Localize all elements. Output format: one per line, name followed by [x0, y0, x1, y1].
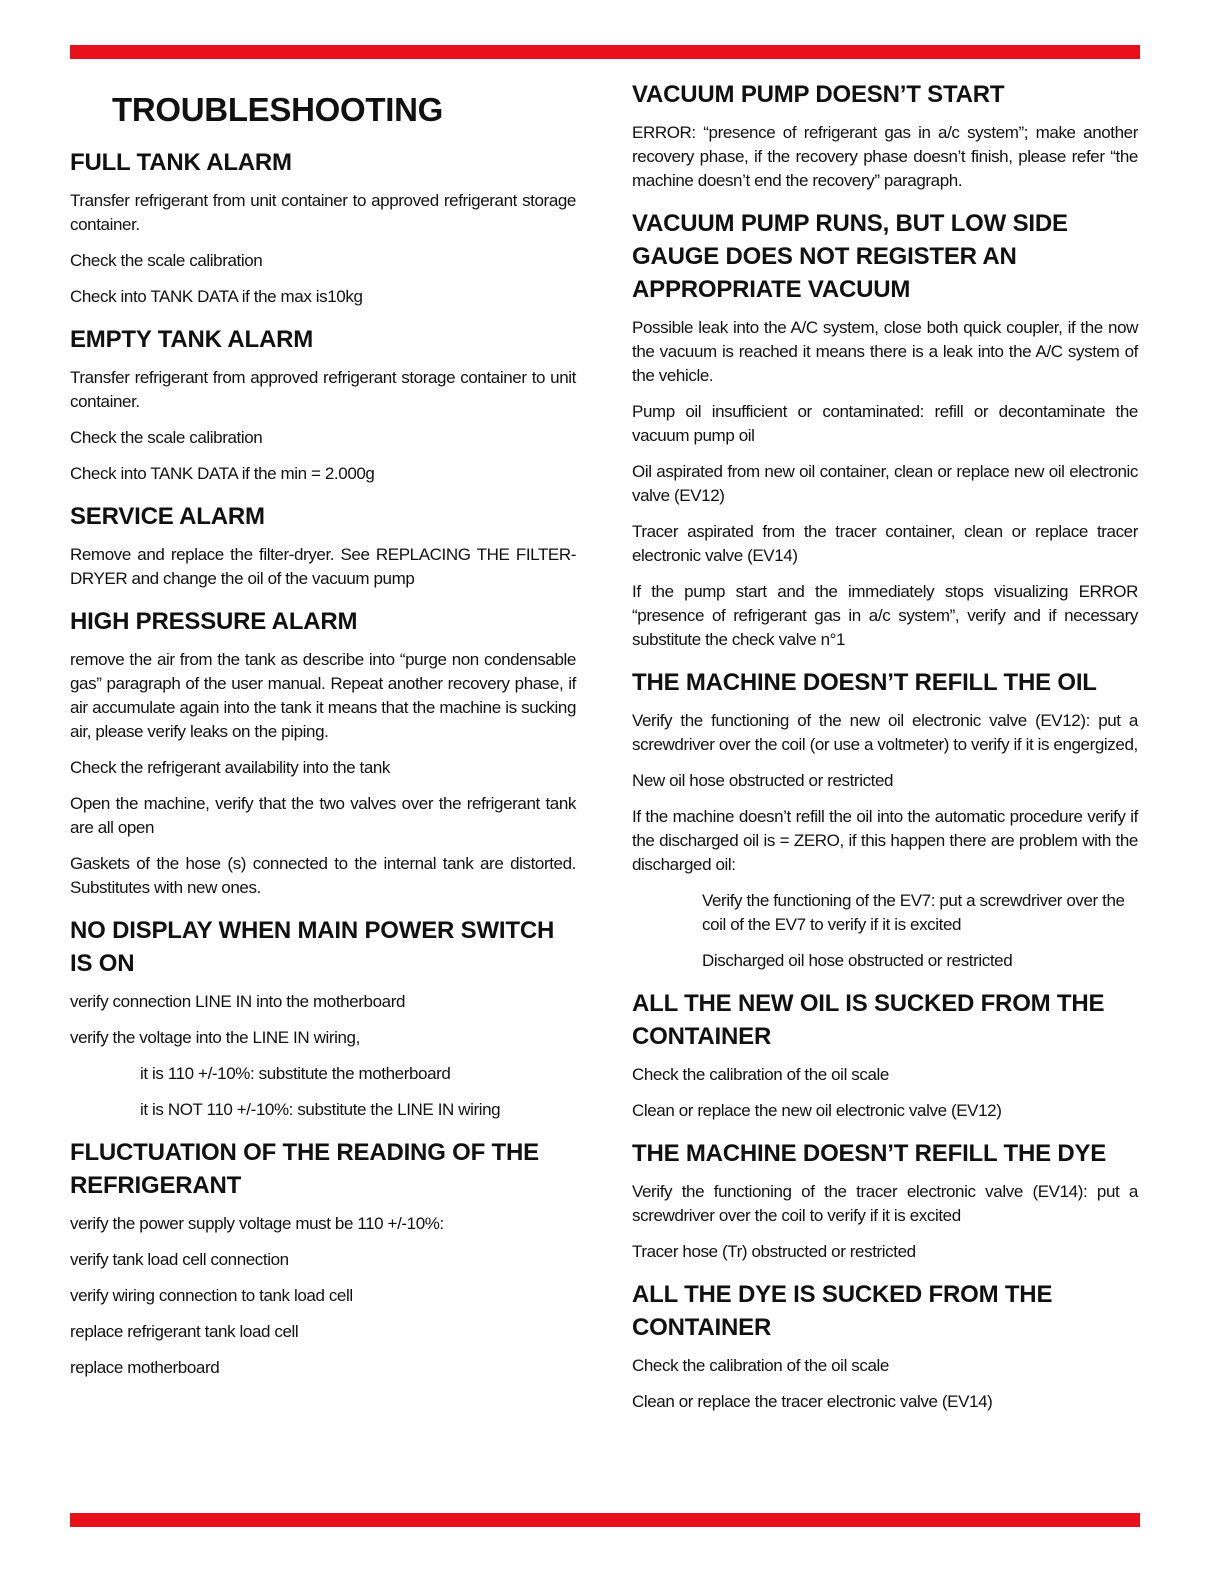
paragraph: If the pump start and the immediately stops visualizing ERROR “presence of refrigerant gas in a/c system”, verify and if necessary substitute the check valve n°1 — [632, 582, 1138, 649]
paragraph: Check the calibration of the oil scale — [632, 1065, 889, 1084]
section-doesnt-refill-dye — [632, 1137, 1138, 1264]
page-title: TROUBLESHOOTING — [112, 91, 443, 128]
paragraph: Remove and replace the filter-dryer. See REPLACING THE FILTER-DRYER and change the oil of the vacuum pump — [70, 545, 576, 588]
paragraph: Verify the functioning of the new oil electronic valve (EV12): put a screwdriver over the coil (or use a voltmeter) to verify if it is engergized, — [632, 711, 1138, 754]
section-heading: THE MACHINE DOESN’T REFILL THE DYE — [632, 1140, 1107, 1167]
right-column — [632, 78, 1138, 1414]
paragraph: New oil hose obstructed or restricted — [632, 771, 894, 790]
paragraph: remove the air from the tank as describe into “purge non condensable gas” paragraph of the user manual. Repeat another recovery phase, if air accumulate again into the tank it means that the machine is sucking air, please verify leaks on the piping. — [70, 650, 576, 741]
paragraph: Pump oil insufficient or contaminated: refill or decontaminate the vacuum pump oil — [632, 402, 1138, 445]
paragraph: Possible leak into the A/C system, close both quick coupler, if the now the vacuum is reached it means there is a leak into the A/C system of the vehicle. — [632, 318, 1138, 385]
top-accent-bar — [70, 45, 1140, 59]
section-full-tank-alarm — [70, 146, 576, 309]
bottom-accent-bar — [70, 1513, 1140, 1527]
indented-paragraph: Verify the functioning of the EV7: put a screwdriver over the coil of the EV7 to verify if it is excited — [702, 891, 1125, 934]
paragraph: Check into TANK DATA if the max is10kg — [70, 287, 363, 306]
paragraph: Clean or replace the tracer electronic valve (EV14) — [632, 1392, 993, 1411]
paragraph: If the machine doesn’t refill the oil into the automatic procedure verify if the discharged oil is = ZERO, if this happen there are problem with the discharged oil: — [632, 807, 1138, 874]
paragraph: Check the calibration of the oil scale — [632, 1356, 889, 1375]
section-heading: ALL THE DYE IS SUCKED FROM THE CONTAINER — [632, 1281, 1053, 1341]
section-empty-tank-alarm — [70, 323, 576, 486]
paragraph: Transfer refrigerant from unit container to approved refrigerant storage container. — [70, 191, 576, 234]
paragraph: Tracer aspirated from the tracer container, clean or replace tracer electronic valve (EV14) — [632, 522, 1138, 565]
section-new-oil-sucked — [632, 987, 1138, 1123]
section-vacuum-pump-doesnt-start — [632, 78, 1138, 193]
section-doesnt-refill-oil — [632, 666, 1138, 973]
section-heading: HIGH PRESSURE ALARM — [70, 608, 358, 635]
paragraph: verify the power supply voltage must be 110 +/-10%: — [70, 1214, 444, 1233]
section-vacuum-pump-runs — [632, 207, 1138, 652]
paragraph: replace refrigerant tank load cell — [70, 1322, 299, 1341]
paragraph: Check the scale calibration — [70, 251, 263, 270]
paragraph: Clean or replace the new oil electronic valve (EV12) — [632, 1101, 1002, 1120]
section-heading: NO DISPLAY WHEN MAIN POWER SWITCH IS ON — [70, 917, 555, 977]
paragraph: Check into TANK DATA if the min = 2.000g — [70, 464, 375, 483]
paragraph: verify connection LINE IN into the motherboard — [70, 992, 406, 1011]
paragraph: replace motherboard — [70, 1358, 220, 1377]
paragraph: verify the voltage into the LINE IN wiring, — [70, 1028, 360, 1047]
paragraph: Check the scale calibration — [70, 428, 263, 447]
section-fluctuation-reading — [70, 1136, 576, 1380]
paragraph: Transfer refrigerant from approved refrigerant storage container to unit container. — [70, 368, 576, 411]
section-dye-sucked — [632, 1278, 1138, 1414]
indented-paragraph: it is NOT 110 +/-10%: substitute the LINE IN wiring — [140, 1100, 501, 1119]
section-high-pressure-alarm — [70, 605, 576, 900]
section-no-display — [70, 914, 576, 1122]
section-heading: THE MACHINE DOESN’T REFILL THE OIL — [632, 669, 1097, 696]
paragraph: ERROR: “presence of refrigerant gas in a/c system”; make another recovery phase, if the recovery phase doesn’t finish, please refer “the machine doesn’t end the recovery” paragraph. — [632, 123, 1138, 190]
paragraph: verify wiring connection to tank load cell — [70, 1286, 353, 1305]
paragraph: Gaskets of the hose (s) connected to the internal tank are distorted. Substitutes with new ones. — [70, 854, 576, 897]
section-heading: FLUCTUATION OF THE READING OF THE REFRIGERANT — [70, 1139, 539, 1199]
indented-paragraph: Discharged oil hose obstructed or restricted — [702, 951, 1013, 970]
paragraph: Tracer hose (Tr) obstructed or restricted — [632, 1242, 916, 1261]
section-heading: ALL THE NEW OIL IS SUCKED FROM THE CONTAINER — [632, 990, 1105, 1050]
left-column — [70, 88, 576, 1380]
paragraph: Oil aspirated from new oil container, clean or replace new oil electronic valve (EV12) — [632, 462, 1138, 505]
section-heading: SERVICE ALARM — [70, 503, 265, 530]
paragraph: Check the refrigerant availability into the tank — [70, 758, 391, 777]
section-service-alarm — [70, 500, 576, 591]
section-heading: VACUUM PUMP RUNS, BUT LOW SIDE GAUGE DOES NOT REGISTER AN APPROPRIATE VACUUM — [632, 210, 1068, 303]
section-heading: EMPTY TANK ALARM — [70, 326, 314, 353]
paragraph: verify tank load cell connection — [70, 1250, 289, 1269]
section-heading: FULL TANK ALARM — [70, 149, 292, 176]
paragraph: Verify the functioning of the tracer electronic valve (EV14): put a screwdriver over the coil to verify if it is excited — [632, 1182, 1138, 1225]
section-heading: VACUUM PUMP DOESN’T START — [632, 81, 1005, 108]
indented-paragraph: it is 110 +/-10%: substitute the motherboard — [140, 1064, 451, 1083]
paragraph: Open the machine, verify that the two valves over the refrigerant tank are all open — [70, 794, 576, 837]
